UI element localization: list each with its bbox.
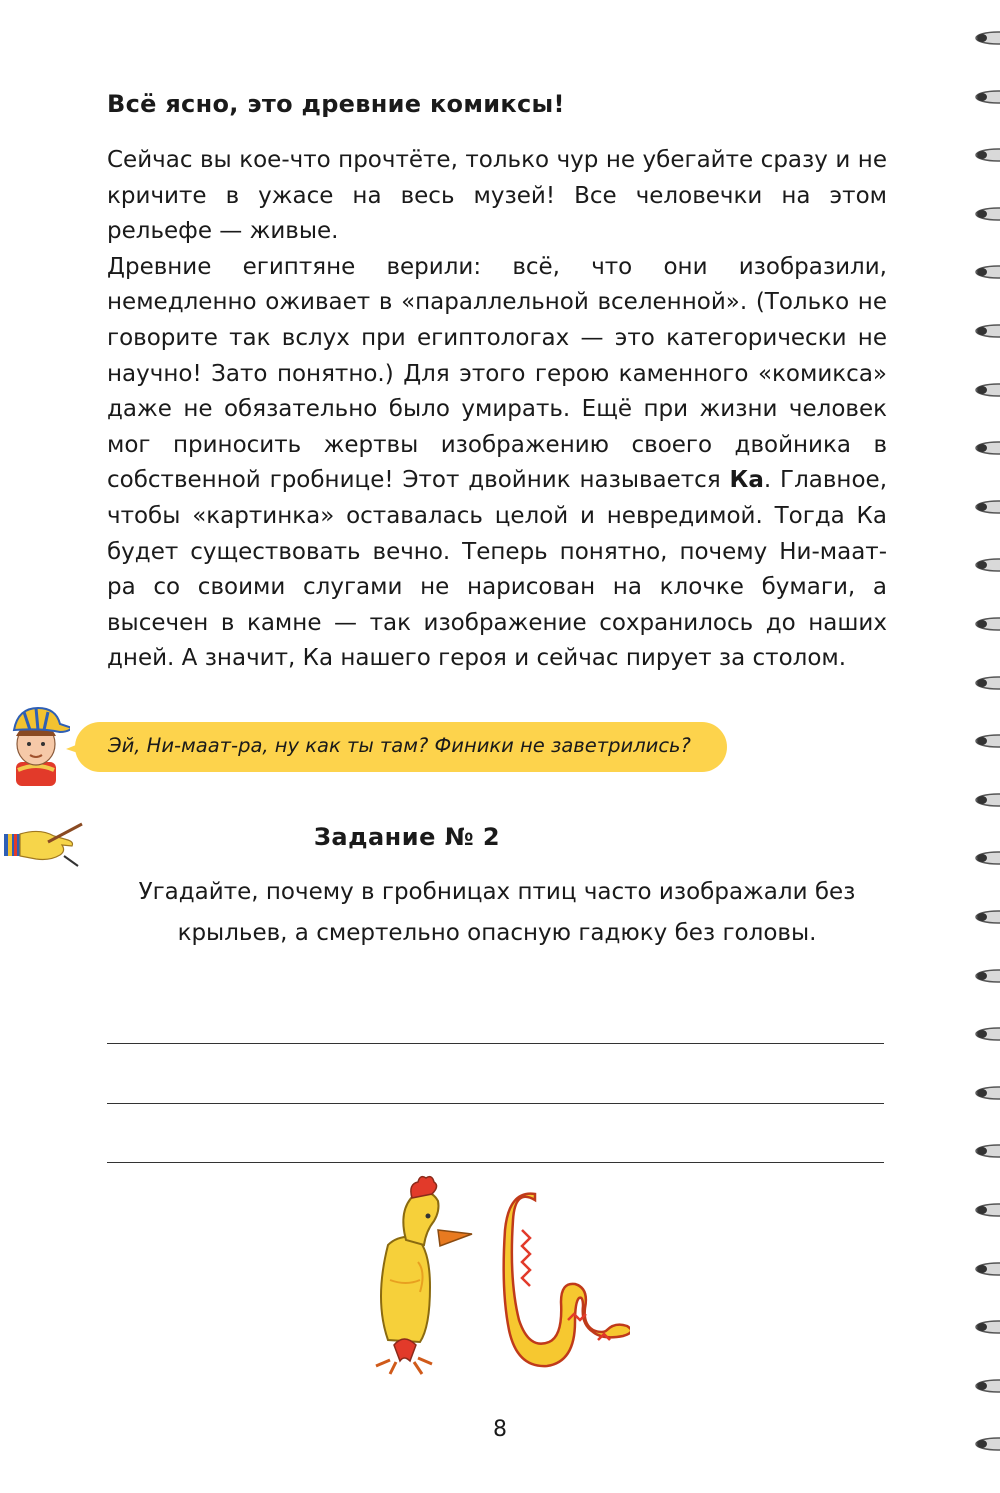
spiral-binding [960, 0, 1000, 1493]
spiral-ring [968, 30, 1000, 46]
ka-term: Ка [729, 467, 764, 494]
spiral-ring [968, 1378, 1000, 1394]
headless-snake-illustration [504, 1194, 630, 1366]
spiral-ring [968, 499, 1000, 515]
spiral-ring [968, 616, 1000, 632]
paragraph-2-start: Древние египтяне верили: всё, что они изобразили, немедленно оживает в «параллельной вселенной». (Только не говорите так вслух при египтологах — это категорически не научно! Зато понятно.) Для этого герою каменного «комикса» даже не обязательно было умирать. Ещё при жизни человек мог приносить жертвы изображению своего двойника в собственной гробнице! Этот двойник называется [107, 253, 887, 494]
speech-bubble-text: Эй, Ни-маат-ра, ну как ты там? Финики не заветрились? [108, 734, 691, 757]
spiral-ring [968, 206, 1000, 222]
spiral-ring [968, 1436, 1000, 1452]
boy-in-cap-icon [2, 700, 70, 786]
spiral-ring [968, 264, 1000, 280]
spiral-ring [968, 440, 1000, 456]
spiral-ring [968, 147, 1000, 163]
spiral-ring [968, 909, 1000, 925]
spiral-ring [968, 675, 1000, 691]
spiral-ring [968, 557, 1000, 573]
spiral-ring [968, 792, 1000, 808]
spiral-ring [968, 1143, 1000, 1159]
answer-line[interactable] [107, 1103, 884, 1104]
section-heading: Всё ясно, это древние комиксы! [107, 90, 565, 118]
answer-line[interactable] [107, 1043, 884, 1044]
task-text: Угадайте, почему в гробницах птиц часто изображали без крыльев, а смертельно опасную гадюку без головы. [138, 879, 856, 946]
answer-line[interactable] [107, 1162, 884, 1163]
page-number: 8 [493, 1417, 507, 1442]
task-title: Задание № 2 [313, 823, 501, 851]
spiral-ring [968, 323, 1000, 339]
spiral-ring [968, 89, 1000, 105]
spiral-ring [968, 382, 1000, 398]
paragraph-2 [107, 250, 887, 677]
spiral-ring [968, 1085, 1000, 1101]
spiral-ring [968, 1202, 1000, 1218]
spiral-ring [968, 1319, 1000, 1335]
paragraph-1: Сейчас вы кое-что прочтёте, только чур не убегайте сразу и не кричите в ужасе на весь музей! Все человечки на этом рельефе — живые. [107, 147, 887, 245]
task-illustration [360, 1170, 630, 1385]
spiral-ring [968, 968, 1000, 984]
body-text [107, 143, 887, 677]
spiral-ring [968, 850, 1000, 866]
spiral-ring [968, 1261, 1000, 1277]
spiral-ring [968, 1026, 1000, 1042]
spiral-ring [968, 733, 1000, 749]
wingless-bird-illustration [376, 1177, 472, 1374]
paragraph-2-end: . Главное, чтобы «картинка» оставалась целой и невредимой. Тогда Ка будет существовать вечно. Теперь понятно, почему Ни-маат-ра со своими слугами не нарисован на клочке бумаги, а высечен в камне — так изображение сохранилось до наших дней. А значит, Ка нашего героя и сейчас пирует за столом. [107, 467, 888, 672]
writing-hand-icon [2, 820, 86, 870]
